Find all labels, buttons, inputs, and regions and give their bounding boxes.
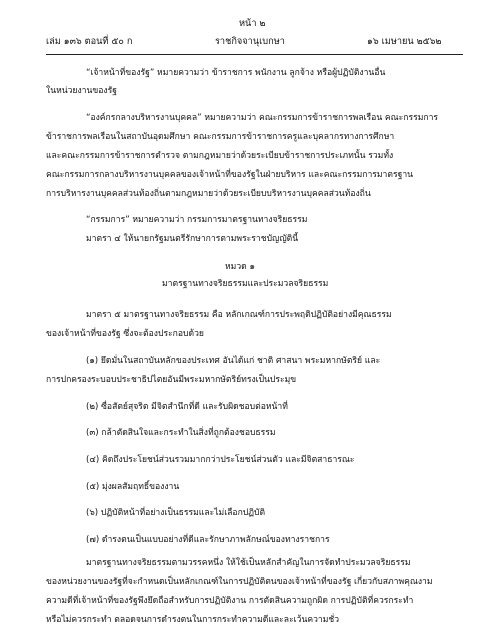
section-5-line: ของเจ้าหน้าที่ของรัฐ ซึ่งจะต้องประกอบด้วย	[46, 329, 204, 339]
gazette-name: ราชกิจจานุเบกษา	[215, 36, 285, 47]
list-item: การปกครองระบอบประชาธิปไตยอันมีพระมหากษัตริย์ทรงเป็นประมุข	[46, 375, 297, 385]
volume-info: เล่ม ๑๓๖ ตอนที่ ๕๐ ก	[46, 36, 133, 47]
closing-line: หรือไม่ควรกระทำ ตลอดจนการดำรงตนในการกระทำความดีและละเว้นความชั่ว	[46, 615, 340, 625]
list-item: (๔) คิดถึงประโยชน์ส่วนรวมมากกว่าประโยชน์ส่วนตัว และมีจิตสาธารณะ	[86, 455, 355, 465]
list-item: (๕) มุ่งผลสัมฤทธิ์ของงาน	[86, 482, 180, 492]
definition-line: ข้าราชการพลเรือนในสถาบันอุดมศึกษา คณะกรรมการข้าราชการครูและบุคลากรทางการศึกษา	[46, 132, 395, 142]
definition-line: และคณะกรรมการข้าราชการตำรวจ ตามกฎหมายว่าด้วยระเบียบข้าราชการประเภทนั้น รวมทั้ง	[46, 151, 394, 161]
definition-line: การบริหารงานบุคคลส่วนท้องถิ่นตามกฎหมายว่าด้วยระเบียบบริหารงานบุคคลส่วนท้องถิ่น	[46, 189, 371, 199]
closing-line: ความดีที่เจ้าหน้าที่ของรัฐพึงยึดถือสำหรับการปฏิบัติงาน การตัดสินความถูกผิด การปฏิบัติที่ควรกระทำ	[46, 596, 414, 606]
section-4: มาตรา ๔ ให้นายกรัฐมนตรีรักษาการตามพระราชบัญญัตินี้	[86, 234, 299, 244]
page-number: หน้า ๒	[239, 18, 266, 29]
list-item: (๓) กล้าตัดสินใจและกระทำในสิ่งที่ถูกต้องชอบธรรม	[86, 428, 276, 438]
definition-line: “องค์กรกลางบริหารงานบุคคล” หมายความว่า คณะกรรมการข้าราชการพลเรือน คณะกรรมการ	[86, 113, 439, 123]
closing-line: ของหน่วยงานของรัฐที่จะกำหนดเป็นหลักเกณฑ์ในการปฏิบัติตนของเจ้าหน้าที่ของรัฐ เกี่ยวกับสภาพคุณงาม	[46, 577, 433, 587]
list-item: (๖) ปฏิบัติหน้าที่อย่างเป็นธรรมและไม่เลือกปฏิบัติ	[86, 508, 266, 518]
chapter-title: มาตรฐานทางจริยธรรมและประมวลจริยธรรม	[162, 279, 329, 289]
definition-line: “กรรมการ” หมายความว่า กรรมการมาตรฐานทางจริยธรรม	[86, 215, 308, 225]
chapter-number: หมวด ๑	[225, 262, 255, 272]
definition-line: “เจ้าหน้าที่ของรัฐ” หมายความว่า ข้าราชการ พนักงาน ลูกจ้าง หรือผู้ปฏิบัติงานอื่น	[86, 68, 386, 78]
section-5-line: มาตรา ๕ มาตรฐานทางจริยธรรม คือ หลักเกณฑ์การประพฤติปฏิบัติอย่างมีคุณธรรม	[86, 310, 392, 320]
list-item: (๑) ยึดมั่นในสถาบันหลักของประเทศ อันได้แก่ ชาติ ศาสนา พระมหากษัตริย์ และ	[86, 356, 381, 366]
publication-date: ๑๖ เมษายน ๒๕๖๒	[367, 36, 442, 47]
list-item: (๒) ซื่อสัตย์สุจริต มีจิตสำนึกที่ดี และรับผิดชอบต่อหน้าที่	[86, 402, 288, 412]
header-rule	[46, 54, 463, 55]
list-item: (๗) ดำรงตนเป็นแบบอย่างที่ดีและรักษาภาพลักษณ์ของทางราชการ	[86, 535, 330, 545]
definition-line: คณะกรรมการกลางบริหารงานบุคคลของเจ้าหน้าที่ของรัฐในฝ่ายบริหาร และคณะกรรมการมาตรฐาน	[46, 170, 414, 180]
closing-line: มาตรฐานทางจริยธรรมตามวรรคหนึ่ง ให้ใช้เป็นหลักสำคัญในการจัดทำประมวลจริยธรรม	[86, 558, 411, 568]
definition-line: ในหน่วยงานของรัฐ	[46, 86, 117, 96]
